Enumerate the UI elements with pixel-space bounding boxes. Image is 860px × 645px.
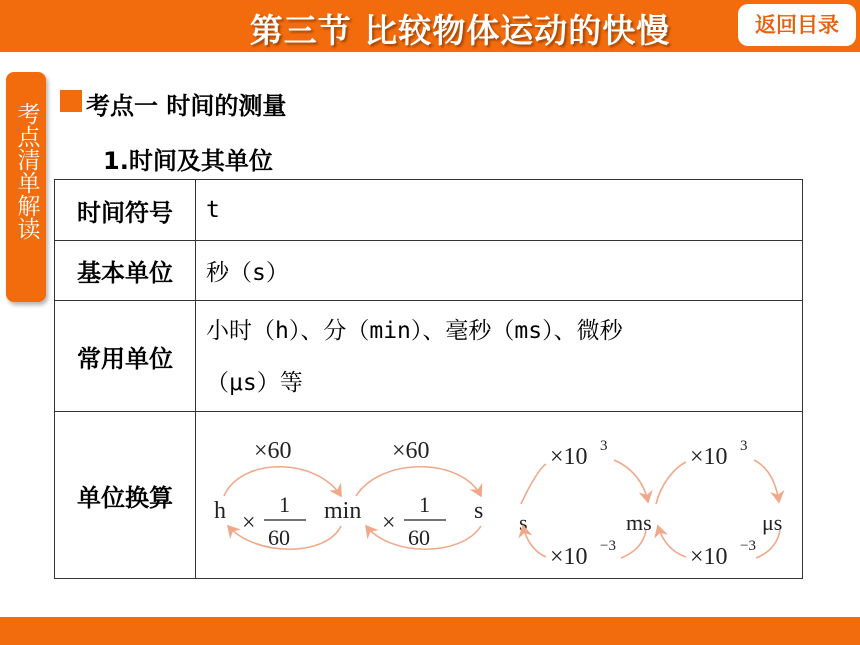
- row-value: [196, 301, 803, 412]
- forward-factor: ×60: [392, 438, 430, 464]
- forward-factor: ×60: [254, 438, 292, 464]
- backward-exponent: −3: [740, 538, 756, 554]
- section-subheading: 1.时间及其单位: [103, 147, 273, 175]
- unit-label: μs: [762, 510, 783, 535]
- unit-label: h: [214, 498, 226, 524]
- table-row: [55, 180, 803, 241]
- forward-exponent: 3: [600, 438, 608, 454]
- backward-factor: ×10: [550, 544, 588, 570]
- forward-arrow: [656, 462, 686, 504]
- conversion-diagram-cell: [196, 412, 803, 579]
- time-units-table: [54, 179, 803, 579]
- fraction-denominator: 60: [408, 525, 430, 550]
- square-bullet-icon: [60, 90, 82, 112]
- fraction-numerator: 1: [419, 492, 430, 517]
- row-label: 单位换算: [55, 412, 196, 579]
- forward-arrow: [521, 464, 546, 504]
- back-to-contents-button[interactable]: 返回目录: [738, 4, 856, 46]
- forward-exponent: 3: [740, 438, 748, 454]
- unit-label: s: [519, 510, 528, 535]
- row-label: 时间符号: [55, 180, 196, 241]
- header-bar: [0, 0, 860, 52]
- fraction-denominator: 60: [268, 525, 290, 550]
- side-tab-checklist[interactable]: 考点清单解读: [6, 72, 46, 302]
- backward-factor: ×10: [690, 544, 728, 570]
- table-row: [55, 241, 803, 301]
- backward-factor-prefix: ×: [382, 510, 396, 536]
- backward-exponent: −3: [600, 538, 616, 554]
- fraction-numerator: 1: [279, 492, 290, 517]
- forward-arrow: [614, 460, 648, 502]
- unit-label: min: [324, 498, 362, 524]
- table-row: [55, 412, 803, 579]
- page-title: 第三节 比较物体运动的快慢: [249, 11, 671, 50]
- backward-arrow: [658, 526, 686, 557]
- forward-factor: ×10: [690, 444, 728, 470]
- unit-conversion-diagram: [196, 412, 802, 572]
- backward-factor-prefix: ×: [242, 510, 256, 536]
- unit-label: s: [474, 498, 484, 524]
- table-row: [55, 301, 803, 412]
- row-label: 常用单位: [55, 301, 196, 412]
- forward-arrow: [754, 460, 779, 502]
- forward-factor: ×10: [550, 444, 588, 470]
- row-value-line: 小时（h）、分（min）、毫秒（ms）、微秒: [206, 318, 623, 344]
- unit-label: ms: [626, 510, 652, 535]
- footer-bar: [0, 617, 860, 645]
- row-label: 基本单位: [55, 241, 196, 301]
- section-heading: 考点一 时间的测量: [86, 92, 287, 120]
- row-value: 秒（s）: [196, 241, 803, 301]
- row-value-line: （μs）等: [206, 370, 303, 396]
- row-value: t: [196, 180, 803, 241]
